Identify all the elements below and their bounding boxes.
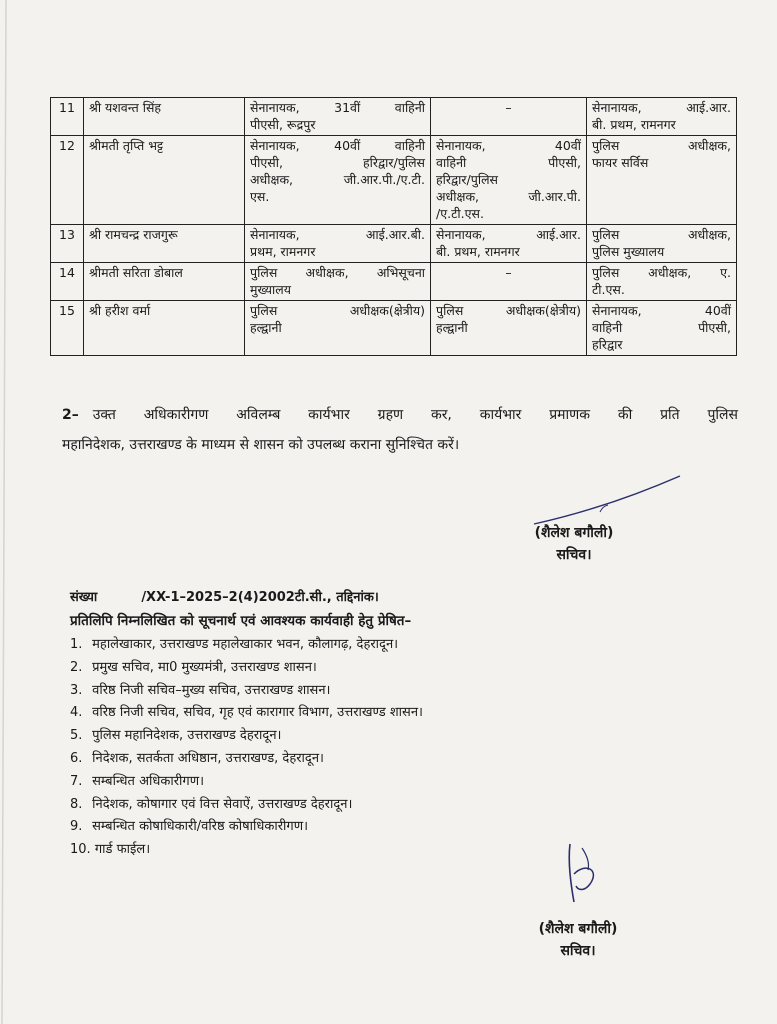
list-item-text: निदेशक, सतर्कता अधिष्ठान, उत्तराखण्ड, देहरादून। (92, 750, 324, 766)
current-post-cell (245, 225, 431, 263)
serial-number-cell: 12 (51, 136, 84, 225)
list-item-number: 9. (70, 819, 83, 835)
cell-line: एस. (250, 189, 270, 204)
cell-line: सेनानायक, 31वीं वाहिनी (250, 100, 425, 115)
signatory-designation: सचिव। (556, 547, 592, 563)
signatory-designation: सचिव। (560, 943, 596, 959)
signature-stroke-2 (560, 840, 620, 910)
list-item-number: 2. (70, 659, 83, 675)
new-post-cell (587, 225, 737, 263)
cell-line: – (505, 265, 512, 280)
list-item (70, 725, 423, 748)
officer-name-cell: श्री यशवन्त सिंह (84, 98, 245, 136)
cell-line: वाहिनी पीएसी, (592, 320, 731, 335)
cell-line: पुलिस अधीक्षक, ए. (592, 265, 731, 280)
additional-charge-cell (431, 98, 587, 136)
cell-line: हल्द्वानी (250, 320, 282, 335)
cell-line: पुलिस अधीक्षक(क्षेत्रीय) (436, 303, 581, 318)
list-item-text: वरिष्ठ निजी सचिव–मुख्य सचिव, उत्तराखण्ड शासन। (92, 682, 331, 698)
officer-name-cell: श्रीमती सरिता डोबाल (84, 263, 245, 301)
copy-to-heading: प्रतिलिपि निम्नलिखित को सूचनार्थ एवं आवश्यक कार्यवाही हेतु प्रेषित– (70, 613, 412, 629)
cell-line: मुख्यालय (250, 282, 292, 297)
paragraph-2-line-2: महानिदेशक, उत्तराखण्ड के माध्यम से शासन को उपलब्ध कराना सुनिश्चित करें। (62, 437, 460, 453)
list-item (70, 748, 423, 771)
cell-line: प्रथम, रामनगर (250, 244, 316, 259)
table-row (51, 98, 737, 136)
cell-line: पुलिस अधीक्षक, अभिसूचना (250, 265, 425, 280)
list-item-text: निदेशक, कोषागार एवं वित्त सेवाऐं, उत्तराखण्ड देहरादून। (92, 796, 353, 812)
list-item-text: महालेखाकार, उत्तराखण्ड महालेखाकार भवन, कौलागढ़, देहरादून। (92, 637, 399, 652)
list-item-text: सम्बन्धित अधिकारीगण। (92, 773, 205, 789)
table-row (51, 263, 737, 301)
paragraph-2 (62, 400, 738, 460)
list-item-text: वरिष्ठ निजी सचिव, सचिव, गृह एवं कारागार विभाग, उत्तराखण्ड शासन। (92, 705, 423, 721)
list-item-number: 7. (70, 773, 83, 789)
list-item-text: सम्बन्धित कोषाधिकारी/वरिष्ठ कोषाधिकारीगण। (92, 819, 309, 835)
new-post-cell (587, 136, 737, 225)
list-item (70, 794, 423, 817)
list-item-number: 10. (70, 842, 91, 858)
cell-line: टी.एस. (592, 282, 625, 297)
cell-line: सेनानायक, आई.आर. (436, 227, 581, 242)
new-post-cell (587, 263, 737, 301)
cell-line: फायर सर्विस (592, 155, 649, 170)
reference-number (70, 587, 750, 605)
cell-line: सेनानायक, 40वीं वाहिनी (250, 138, 425, 153)
list-item-number: 3. (70, 682, 83, 698)
cell-line: सेनानायक, 40वीं (592, 303, 731, 318)
copy-to-list (70, 634, 423, 862)
additional-charge-cell (431, 301, 587, 356)
cell-line: पुलिस अधीक्षक, (592, 227, 731, 242)
list-item-number: 6. (70, 750, 83, 766)
cell-line: अधीक्षक, जी.आर.पी. (436, 189, 581, 204)
cell-line: हरिद्वार/पुलिस (436, 172, 498, 187)
officer-name-cell: श्री रामचन्द्र राजगुरू (84, 225, 245, 263)
signature-block-2 (516, 918, 640, 962)
list-item-text: गार्ड फाईल। (94, 842, 151, 858)
cell-line: वाहिनी पीएसी, (436, 155, 581, 170)
reference-value: /XX-1–2025–2(4)2002टी.सी., तद्दिनांक। (141, 590, 379, 605)
new-post-cell (587, 98, 737, 136)
cell-line: सेनानायक, 40वीं (436, 138, 581, 153)
serial-number-cell: 15 (51, 301, 84, 356)
officer-name-cell: श्री हरीश वर्मा (84, 301, 245, 356)
cell-line: पुलिस अधीक्षक(क्षेत्रीय) (250, 303, 425, 318)
paragraph-number: 2– (62, 407, 79, 423)
cell-line: बी. प्रथम, रामनगर (436, 244, 520, 259)
current-post-cell (245, 136, 431, 225)
officer-name-cell: श्रीमती तृप्ति भट्ट (84, 136, 245, 225)
cell-line: पीएसी, रूद्रपुर (250, 117, 316, 132)
reference-prefix: संख्या (70, 590, 98, 605)
cell-line: पीएसी, हरिद्वार/पुलिस (250, 155, 425, 170)
current-post-cell (245, 263, 431, 301)
cell-line: पुलिस अधीक्षक, (592, 138, 731, 153)
serial-number-cell: 13 (51, 225, 84, 263)
list-item (70, 771, 423, 794)
list-item (70, 657, 423, 680)
new-post-cell (587, 301, 737, 356)
list-item (70, 839, 423, 862)
signatory-name: (शैलेश बगौली) (534, 525, 614, 541)
serial-number-cell: 11 (51, 98, 84, 136)
list-item-number: 5. (70, 728, 83, 744)
current-post-cell (245, 98, 431, 136)
serial-number-cell: 14 (51, 263, 84, 301)
cell-line: हरिद्वार (592, 337, 623, 352)
list-item (70, 680, 423, 703)
list-item-number: 8. (70, 796, 83, 812)
list-item-text: प्रमुख सचिव, मा0 मुख्यमंत्री, उत्तराखण्ड शासन। (92, 659, 317, 675)
list-item (70, 816, 423, 839)
table-row (51, 136, 737, 225)
cell-line: बी. प्रथम, रामनगर (592, 117, 676, 132)
list-item (70, 702, 423, 725)
cell-line: सेनानायक, आई.आर. (592, 100, 731, 115)
current-post-cell (245, 301, 431, 356)
cell-line: /ए.टी.एस. (436, 206, 484, 221)
cell-line: हल्द्वानी (436, 320, 468, 335)
list-item-number: 1. (70, 637, 83, 652)
transfer-table (50, 97, 737, 356)
table-row (51, 225, 737, 263)
additional-charge-cell (431, 263, 587, 301)
cell-line: – (505, 100, 512, 115)
scan-edge-shadow (0, 0, 14, 1024)
signatory-name: (शैलेश बगौली) (538, 921, 618, 937)
signature-block-1 (512, 522, 636, 566)
list-item-number: 4. (70, 705, 83, 721)
table-row (51, 301, 737, 356)
list-item (70, 634, 423, 657)
additional-charge-cell (431, 136, 587, 225)
cell-line: पुलिस मुख्यालय (592, 244, 665, 259)
cell-line: सेनानायक, आई.आर.बी. (250, 227, 425, 242)
additional-charge-cell (431, 225, 587, 263)
paragraph-2-line-1: 2– उक्त अधिकारीगण अविलम्ब कार्यभार ग्रहण कर, कार्यभार प्रमाणक की प्रति पुलिस (62, 407, 738, 423)
list-item-text: पुलिस महानिदेशक, उत्तराखण्ड देहरादून। (92, 728, 282, 744)
cell-line: अधीक्षक, जी.आर.पी./ए.टी. (250, 172, 425, 187)
